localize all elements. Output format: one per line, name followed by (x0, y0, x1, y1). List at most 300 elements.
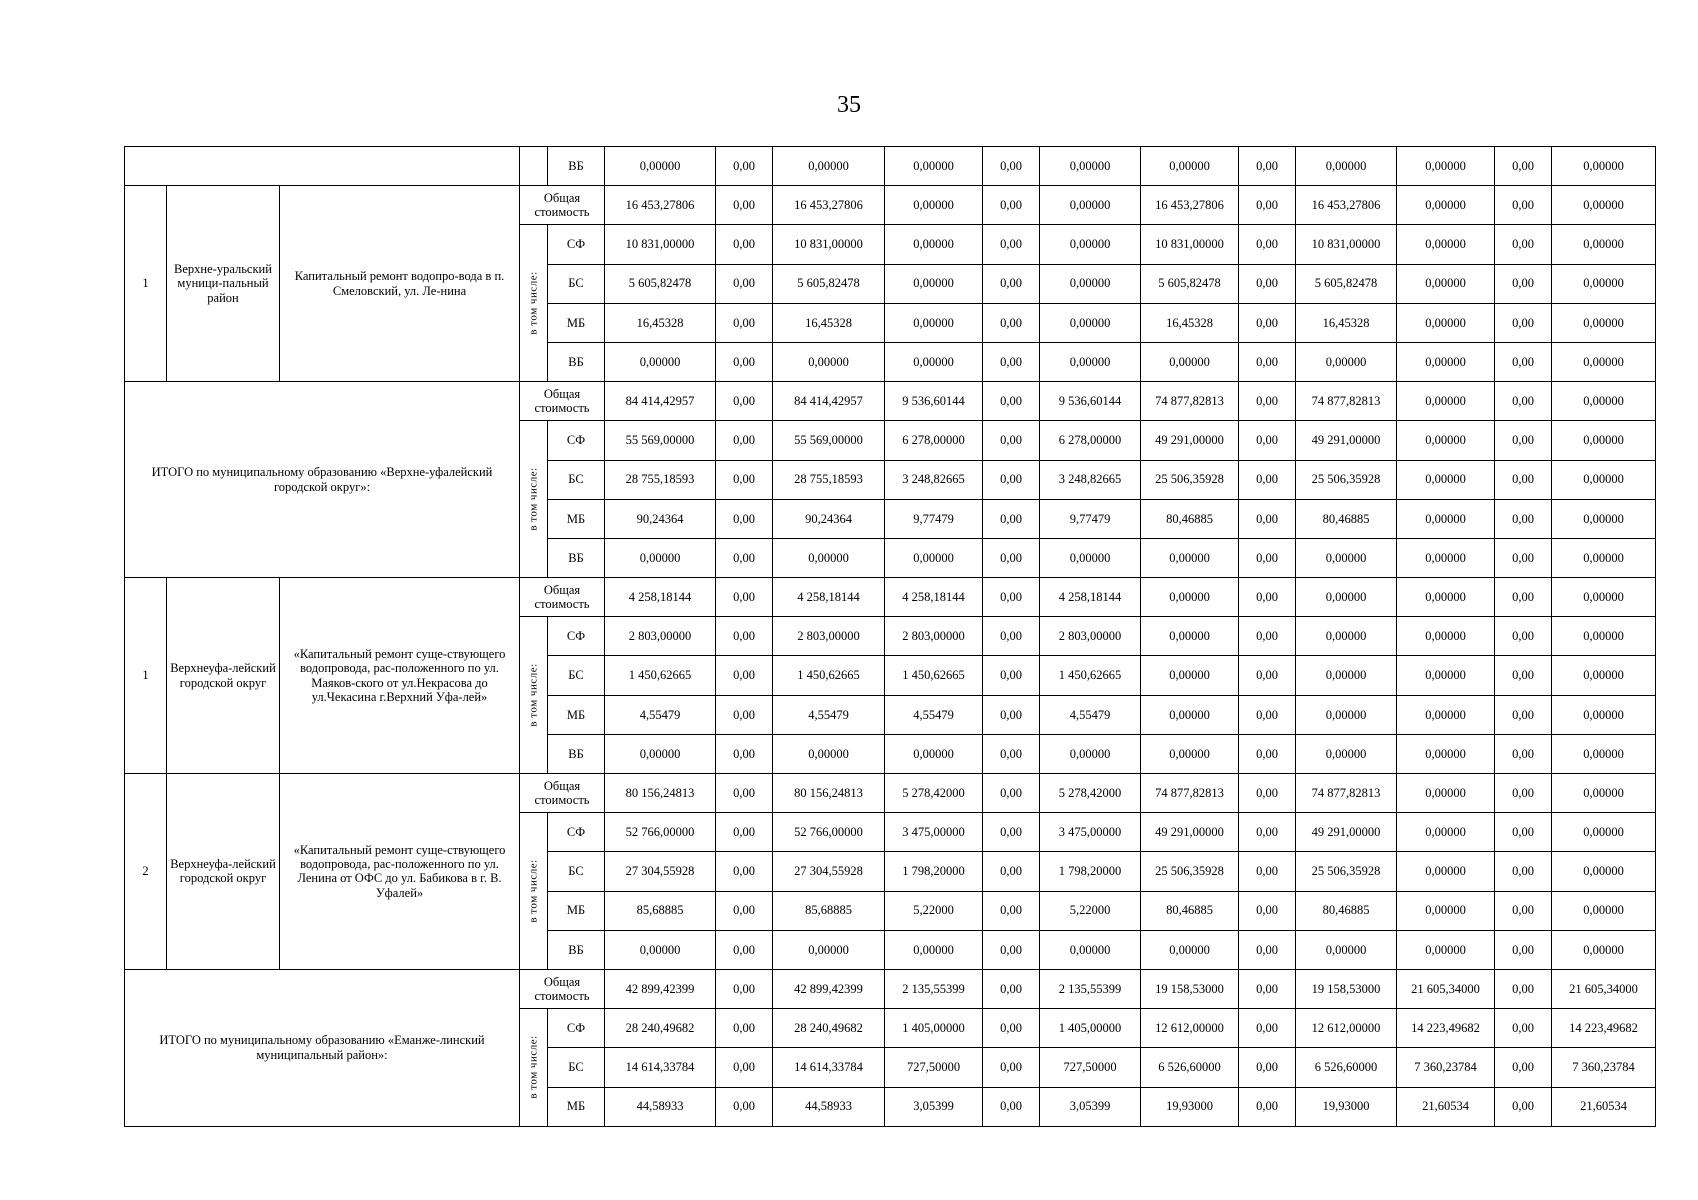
total-cost-label: Общая стоимость (520, 578, 605, 617)
value-cell: 1 450,62665 (1040, 656, 1141, 695)
funding-source-code: МБ (548, 1087, 605, 1126)
value-cell: 0,00000 (1141, 734, 1239, 773)
value-cell: 10 831,00000 (605, 225, 716, 264)
value-cell: 0,00 (1239, 382, 1296, 421)
value-cell: 3 248,82665 (885, 460, 983, 499)
funding-source-code: БС (548, 264, 605, 303)
value-cell: 0,00 (983, 578, 1040, 617)
value-cell: 2 803,00000 (885, 617, 983, 656)
value-cell: 0,00 (983, 774, 1040, 813)
value-cell: 90,24364 (773, 499, 885, 538)
value-cell: 0,00 (1495, 695, 1552, 734)
value-cell: 0,00000 (1552, 656, 1656, 695)
value-cell: 6 278,00000 (1040, 421, 1141, 460)
value-cell: 85,68885 (773, 891, 885, 930)
value-cell: 0,00000 (885, 342, 983, 381)
value-cell: 0,00 (716, 617, 773, 656)
value-cell: 14 223,49682 (1552, 1009, 1656, 1048)
table-row (125, 969, 1656, 1008)
value-cell: 84 414,42957 (773, 382, 885, 421)
value-cell: 0,00 (1495, 225, 1552, 264)
value-cell: 0,00 (716, 578, 773, 617)
value-cell: 0,00 (1495, 499, 1552, 538)
value-cell: 25 506,35928 (1296, 460, 1397, 499)
value-cell: 1 798,20000 (885, 852, 983, 891)
value-cell: 0,00000 (1397, 617, 1495, 656)
value-cell: 27 304,55928 (773, 852, 885, 891)
value-cell: 0,00000 (1397, 578, 1495, 617)
value-cell: 21,60534 (1552, 1087, 1656, 1126)
value-cell: 0,00000 (1040, 147, 1141, 186)
value-cell: 2 803,00000 (605, 617, 716, 656)
value-cell: 44,58933 (605, 1087, 716, 1126)
value-cell: 85,68885 (605, 891, 716, 930)
value-cell: 0,00000 (1141, 617, 1239, 656)
value-cell: 0,00000 (1397, 225, 1495, 264)
value-cell: 0,00 (983, 1048, 1040, 1087)
value-cell: 0,00000 (1552, 852, 1656, 891)
value-cell: 0,00000 (1552, 734, 1656, 773)
value-cell: 0,00 (1495, 1087, 1552, 1126)
value-cell: 0,00 (1495, 1009, 1552, 1048)
value-cell: 16 453,27806 (605, 186, 716, 225)
value-cell: 0,00 (983, 656, 1040, 695)
value-cell: 4,55479 (1040, 695, 1141, 734)
total-label: ИТОГО по муниципальному образованию «Верхне-уфалейский городской округ»: (125, 382, 520, 578)
value-cell: 0,00 (716, 774, 773, 813)
value-cell: 0,00 (1239, 460, 1296, 499)
value-cell: 0,00 (1495, 1048, 1552, 1087)
value-cell: 0,00000 (605, 342, 716, 381)
value-cell: 0,00000 (1552, 578, 1656, 617)
value-cell: 0,00000 (1552, 813, 1656, 852)
value-cell: 0,00000 (1397, 186, 1495, 225)
value-cell: 0,00000 (1397, 891, 1495, 930)
value-cell: 0,00 (1239, 774, 1296, 813)
value-cell: 28 240,49682 (605, 1009, 716, 1048)
value-cell: 0,00 (983, 930, 1040, 969)
value-cell: 0,00000 (885, 225, 983, 264)
value-cell: 16 453,27806 (773, 186, 885, 225)
municipality-name: Верхнеуфа-лейский городской округ (167, 774, 280, 970)
value-cell: 0,00000 (1397, 774, 1495, 813)
value-cell: 0,00 (1239, 969, 1296, 1008)
value-cell: 0,00 (1239, 930, 1296, 969)
value-cell: 0,00000 (1296, 342, 1397, 381)
in-that-number-cell (520, 813, 548, 970)
value-cell: 0,00000 (1552, 264, 1656, 303)
value-cell: 1 450,62665 (885, 656, 983, 695)
project-name: «Капитальный ремонт суще-ствующего водопровода, рас-положенного по ул. Маяков-ского от ул.Некрасова до ул.Чекасина г.Верхний Уфа-лей» (280, 578, 520, 774)
funding-source-code: ВБ (548, 734, 605, 773)
value-cell: 0,00 (1239, 225, 1296, 264)
value-cell: 9 536,60144 (1040, 382, 1141, 421)
value-cell: 0,00000 (1552, 774, 1656, 813)
value-cell: 0,00 (716, 813, 773, 852)
value-cell: 10 831,00000 (773, 225, 885, 264)
value-cell: 4 258,18144 (885, 578, 983, 617)
value-cell: 12 612,00000 (1296, 1009, 1397, 1048)
value-cell: 0,00 (716, 695, 773, 734)
value-cell: 0,00 (1239, 303, 1296, 342)
value-cell: 0,00 (716, 499, 773, 538)
value-cell: 25 506,35928 (1141, 852, 1239, 891)
value-cell: 0,00000 (1552, 421, 1656, 460)
value-cell: 0,00000 (885, 734, 983, 773)
value-cell: 0,00000 (1397, 460, 1495, 499)
total-cost-label: Общая стоимость (520, 382, 605, 421)
value-cell: 21,60534 (1397, 1087, 1495, 1126)
value-cell: 28 240,49682 (773, 1009, 885, 1048)
funding-source-code: СФ (548, 225, 605, 264)
value-cell: 3,05399 (885, 1087, 983, 1126)
value-cell: 0,00 (716, 460, 773, 499)
in-that-number-label: в том числе: (527, 663, 540, 727)
in-that-number-cell (520, 617, 548, 774)
value-cell: 0,00 (716, 382, 773, 421)
value-cell: 0,00 (983, 342, 1040, 381)
value-cell: 0,00000 (1552, 342, 1656, 381)
value-cell: 0,00000 (1552, 617, 1656, 656)
value-cell: 0,00 (983, 499, 1040, 538)
value-cell: 10 831,00000 (1296, 225, 1397, 264)
value-cell: 0,00000 (773, 147, 885, 186)
value-cell: 0,00 (1495, 538, 1552, 577)
value-cell: 6 526,60000 (1141, 1048, 1239, 1087)
value-cell: 0,00000 (1040, 930, 1141, 969)
value-cell: 0,00 (1495, 656, 1552, 695)
value-cell: 16,45328 (1141, 303, 1239, 342)
value-cell: 5 278,42000 (885, 774, 983, 813)
value-cell: 0,00 (983, 460, 1040, 499)
table-row (125, 382, 1656, 421)
value-cell: 0,00 (1239, 147, 1296, 186)
row-index: 2 (125, 774, 167, 970)
value-cell: 0,00000 (1141, 578, 1239, 617)
total-cost-label: Общая стоимость (520, 774, 605, 813)
value-cell: 0,00000 (605, 147, 716, 186)
value-cell: 0,00 (983, 147, 1040, 186)
value-cell: 0,00000 (1040, 225, 1141, 264)
value-cell: 0,00 (983, 852, 1040, 891)
project-name: «Капитальный ремонт суще-ствующего водопровода, рас-положенного по ул. Ленина от ОФС до ул. Бабикова в г. В. Уфалей» (280, 774, 520, 970)
value-cell: 0,00 (716, 147, 773, 186)
value-cell: 0,00 (1239, 1009, 1296, 1048)
value-cell: 0,00 (716, 421, 773, 460)
value-cell: 0,00000 (1141, 930, 1239, 969)
funding-source-code: МБ (548, 499, 605, 538)
value-cell: 74 877,82813 (1141, 774, 1239, 813)
value-cell: 0,00 (983, 225, 1040, 264)
value-cell: 0,00000 (773, 930, 885, 969)
value-cell: 0,00000 (1040, 186, 1141, 225)
value-cell: 0,00 (1495, 578, 1552, 617)
in-that-number-cell (520, 421, 548, 578)
value-cell: 1 405,00000 (885, 1009, 983, 1048)
funding-source-code: ВБ (548, 342, 605, 381)
value-cell: 74 877,82813 (1296, 774, 1397, 813)
value-cell: 0,00 (1239, 891, 1296, 930)
value-cell: 0,00000 (1552, 303, 1656, 342)
value-cell: 0,00 (716, 1087, 773, 1126)
value-cell: 0,00 (983, 264, 1040, 303)
total-label: ИТОГО по муниципальному образованию «Еманже-линский муниципальный район»: (125, 969, 520, 1126)
value-cell: 80 156,24813 (773, 774, 885, 813)
value-cell: 0,00 (716, 264, 773, 303)
value-cell: 0,00000 (1040, 264, 1141, 303)
value-cell: 0,00000 (773, 734, 885, 773)
value-cell: 0,00 (1239, 538, 1296, 577)
value-cell: 0,00 (1495, 303, 1552, 342)
value-cell: 0,00000 (1552, 225, 1656, 264)
value-cell: 6 526,60000 (1296, 1048, 1397, 1087)
value-cell: 0,00 (1495, 774, 1552, 813)
value-cell: 1 798,20000 (1040, 852, 1141, 891)
value-cell: 0,00 (716, 969, 773, 1008)
in-that-number-label: в том числе: (527, 271, 540, 335)
row-index: 1 (125, 186, 167, 382)
value-cell: 74 877,82813 (1141, 382, 1239, 421)
funding-source-code: МБ (548, 303, 605, 342)
blank-cell (125, 147, 520, 186)
value-cell: 16,45328 (605, 303, 716, 342)
value-cell: 0,00 (1239, 734, 1296, 773)
table-row (125, 186, 1656, 225)
table-row (125, 774, 1656, 813)
value-cell: 5 605,82478 (1141, 264, 1239, 303)
value-cell: 80,46885 (1141, 499, 1239, 538)
value-cell: 0,00000 (1397, 264, 1495, 303)
municipality-name: Верхне-уральский муници-пальный район (167, 186, 280, 382)
value-cell: 5 605,82478 (1296, 264, 1397, 303)
value-cell: 25 506,35928 (1296, 852, 1397, 891)
value-cell: 0,00 (1495, 382, 1552, 421)
value-cell: 49 291,00000 (1296, 813, 1397, 852)
value-cell: 0,00 (1495, 852, 1552, 891)
value-cell: 0,00000 (1552, 538, 1656, 577)
value-cell: 2 803,00000 (773, 617, 885, 656)
value-cell: 0,00 (716, 303, 773, 342)
value-cell: 4,55479 (773, 695, 885, 734)
value-cell: 3,05399 (1040, 1087, 1141, 1126)
value-cell: 0,00000 (1040, 538, 1141, 577)
value-cell: 16 453,27806 (1141, 186, 1239, 225)
value-cell: 0,00 (1239, 1087, 1296, 1126)
value-cell: 55 569,00000 (773, 421, 885, 460)
value-cell: 0,00000 (1397, 499, 1495, 538)
value-cell: 0,00000 (605, 930, 716, 969)
value-cell: 727,50000 (1040, 1048, 1141, 1087)
value-cell: 0,00 (983, 617, 1040, 656)
project-name: Капитальный ремонт водопро-вода в п. Смеловский, ул. Ле-нина (280, 186, 520, 382)
value-cell: 0,00000 (885, 303, 983, 342)
value-cell: 55 569,00000 (605, 421, 716, 460)
value-cell: 5,22000 (885, 891, 983, 930)
value-cell: 0,00 (1239, 695, 1296, 734)
value-cell: 52 766,00000 (605, 813, 716, 852)
value-cell: 0,00000 (1397, 813, 1495, 852)
value-cell: 0,00000 (885, 186, 983, 225)
funding-source-code: СФ (548, 813, 605, 852)
value-cell: 74 877,82813 (1296, 382, 1397, 421)
value-cell: 0,00 (1495, 969, 1552, 1008)
blank-cell (520, 147, 548, 186)
value-cell: 0,00 (1495, 264, 1552, 303)
funding-source-code: БС (548, 1048, 605, 1087)
table-row (125, 578, 1656, 617)
value-cell: 0,00000 (1397, 695, 1495, 734)
value-cell: 16,45328 (773, 303, 885, 342)
value-cell: 0,00 (716, 656, 773, 695)
value-cell: 0,00000 (1040, 342, 1141, 381)
value-cell: 3 475,00000 (1040, 813, 1141, 852)
value-cell: 0,00000 (1397, 656, 1495, 695)
value-cell: 0,00 (716, 186, 773, 225)
funding-source-code: ВБ (548, 538, 605, 577)
value-cell: 21 605,34000 (1552, 969, 1656, 1008)
value-cell: 0,00000 (885, 147, 983, 186)
value-cell: 28 755,18593 (773, 460, 885, 499)
value-cell: 0,00000 (1552, 695, 1656, 734)
value-cell: 0,00 (716, 342, 773, 381)
value-cell: 0,00 (716, 734, 773, 773)
value-cell: 0,00000 (1397, 382, 1495, 421)
value-cell: 0,00000 (1296, 734, 1397, 773)
value-cell: 80,46885 (1141, 891, 1239, 930)
value-cell: 49 291,00000 (1141, 421, 1239, 460)
value-cell: 0,00 (1495, 147, 1552, 186)
value-cell: 2 135,55399 (1040, 969, 1141, 1008)
value-cell: 0,00 (983, 695, 1040, 734)
value-cell: 0,00 (983, 1009, 1040, 1048)
value-cell: 0,00 (983, 538, 1040, 577)
value-cell: 1 450,62665 (773, 656, 885, 695)
in-that-number-label: в том числе: (527, 859, 540, 923)
value-cell: 0,00 (716, 930, 773, 969)
value-cell: 0,00 (1239, 499, 1296, 538)
value-cell: 9 536,60144 (885, 382, 983, 421)
value-cell: 0,00 (716, 891, 773, 930)
value-cell: 0,00000 (1296, 578, 1397, 617)
value-cell: 5 605,82478 (773, 264, 885, 303)
total-cost-label: Общая стоимость (520, 969, 605, 1008)
value-cell: 0,00000 (773, 342, 885, 381)
value-cell: 1 450,62665 (605, 656, 716, 695)
municipality-name: Верхнеуфа-лейский городской округ (167, 578, 280, 774)
in-that-number-label: в том числе: (527, 467, 540, 531)
value-cell: 0,00 (1239, 342, 1296, 381)
value-cell: 0,00000 (1552, 147, 1656, 186)
value-cell: 0,00 (983, 734, 1040, 773)
value-cell: 0,00 (1495, 813, 1552, 852)
value-cell: 14 614,33784 (605, 1048, 716, 1087)
value-cell: 0,00 (716, 852, 773, 891)
value-cell: 0,00 (983, 891, 1040, 930)
value-cell: 0,00000 (1397, 538, 1495, 577)
value-cell: 4,55479 (885, 695, 983, 734)
value-cell: 0,00 (1239, 264, 1296, 303)
budget-table (124, 146, 1656, 1127)
value-cell: 0,00 (1239, 813, 1296, 852)
value-cell: 0,00000 (1296, 656, 1397, 695)
row-index: 1 (125, 578, 167, 774)
value-cell: 0,00 (983, 421, 1040, 460)
value-cell: 1 405,00000 (1040, 1009, 1141, 1048)
value-cell: 19 158,53000 (1141, 969, 1239, 1008)
value-cell: 0,00000 (605, 734, 716, 773)
value-cell: 7 360,23784 (1397, 1048, 1495, 1087)
value-cell: 4 258,18144 (773, 578, 885, 617)
value-cell: 0,00000 (1296, 930, 1397, 969)
value-cell: 0,00 (983, 969, 1040, 1008)
value-cell: 0,00000 (1397, 147, 1495, 186)
value-cell: 0,00 (983, 1087, 1040, 1126)
value-cell: 9,77479 (1040, 499, 1141, 538)
value-cell: 2 135,55399 (885, 969, 983, 1008)
value-cell: 0,00 (1239, 617, 1296, 656)
value-cell: 0,00000 (1141, 656, 1239, 695)
value-cell: 10 831,00000 (1141, 225, 1239, 264)
value-cell: 0,00000 (1296, 538, 1397, 577)
value-cell: 16 453,27806 (1296, 186, 1397, 225)
value-cell: 0,00000 (1397, 421, 1495, 460)
value-cell: 0,00 (1495, 617, 1552, 656)
funding-source-code: БС (548, 852, 605, 891)
value-cell: 4 258,18144 (1040, 578, 1141, 617)
value-cell: 49 291,00000 (1141, 813, 1239, 852)
value-cell: 44,58933 (773, 1087, 885, 1126)
value-cell: 0,00000 (1397, 734, 1495, 773)
value-cell: 0,00000 (1397, 303, 1495, 342)
funding-source-code: МБ (548, 695, 605, 734)
value-cell: 42 899,42399 (773, 969, 885, 1008)
value-cell: 0,00 (1239, 852, 1296, 891)
value-cell: 0,00000 (1397, 852, 1495, 891)
value-cell: 16,45328 (1296, 303, 1397, 342)
value-cell: 4 258,18144 (605, 578, 716, 617)
value-cell: 21 605,34000 (1397, 969, 1495, 1008)
value-cell: 0,00 (1495, 930, 1552, 969)
value-cell: 0,00 (1239, 656, 1296, 695)
value-cell: 0,00000 (1141, 147, 1239, 186)
value-cell: 727,50000 (885, 1048, 983, 1087)
funding-source-code: ВБ (548, 147, 605, 186)
value-cell: 0,00 (1495, 421, 1552, 460)
value-cell: 0,00000 (885, 930, 983, 969)
value-cell: 6 278,00000 (885, 421, 983, 460)
value-cell: 0,00000 (1397, 930, 1495, 969)
in-that-number-cell (520, 1009, 548, 1127)
value-cell: 0,00 (1495, 891, 1552, 930)
funding-source-code: СФ (548, 617, 605, 656)
in-that-number-cell (520, 225, 548, 382)
funding-source-code: ВБ (548, 930, 605, 969)
value-cell: 90,24364 (605, 499, 716, 538)
value-cell: 19,93000 (1296, 1087, 1397, 1126)
value-cell: 0,00000 (1552, 930, 1656, 969)
value-cell: 19 158,53000 (1296, 969, 1397, 1008)
value-cell: 0,00 (1239, 186, 1296, 225)
value-cell: 19,93000 (1141, 1087, 1239, 1126)
value-cell: 0,00000 (1141, 695, 1239, 734)
value-cell: 0,00 (716, 1009, 773, 1048)
funding-source-code: СФ (548, 1009, 605, 1048)
value-cell: 3 475,00000 (885, 813, 983, 852)
value-cell: 0,00000 (1040, 734, 1141, 773)
value-cell: 0,00 (983, 382, 1040, 421)
value-cell: 0,00000 (885, 264, 983, 303)
value-cell: 0,00 (1495, 342, 1552, 381)
